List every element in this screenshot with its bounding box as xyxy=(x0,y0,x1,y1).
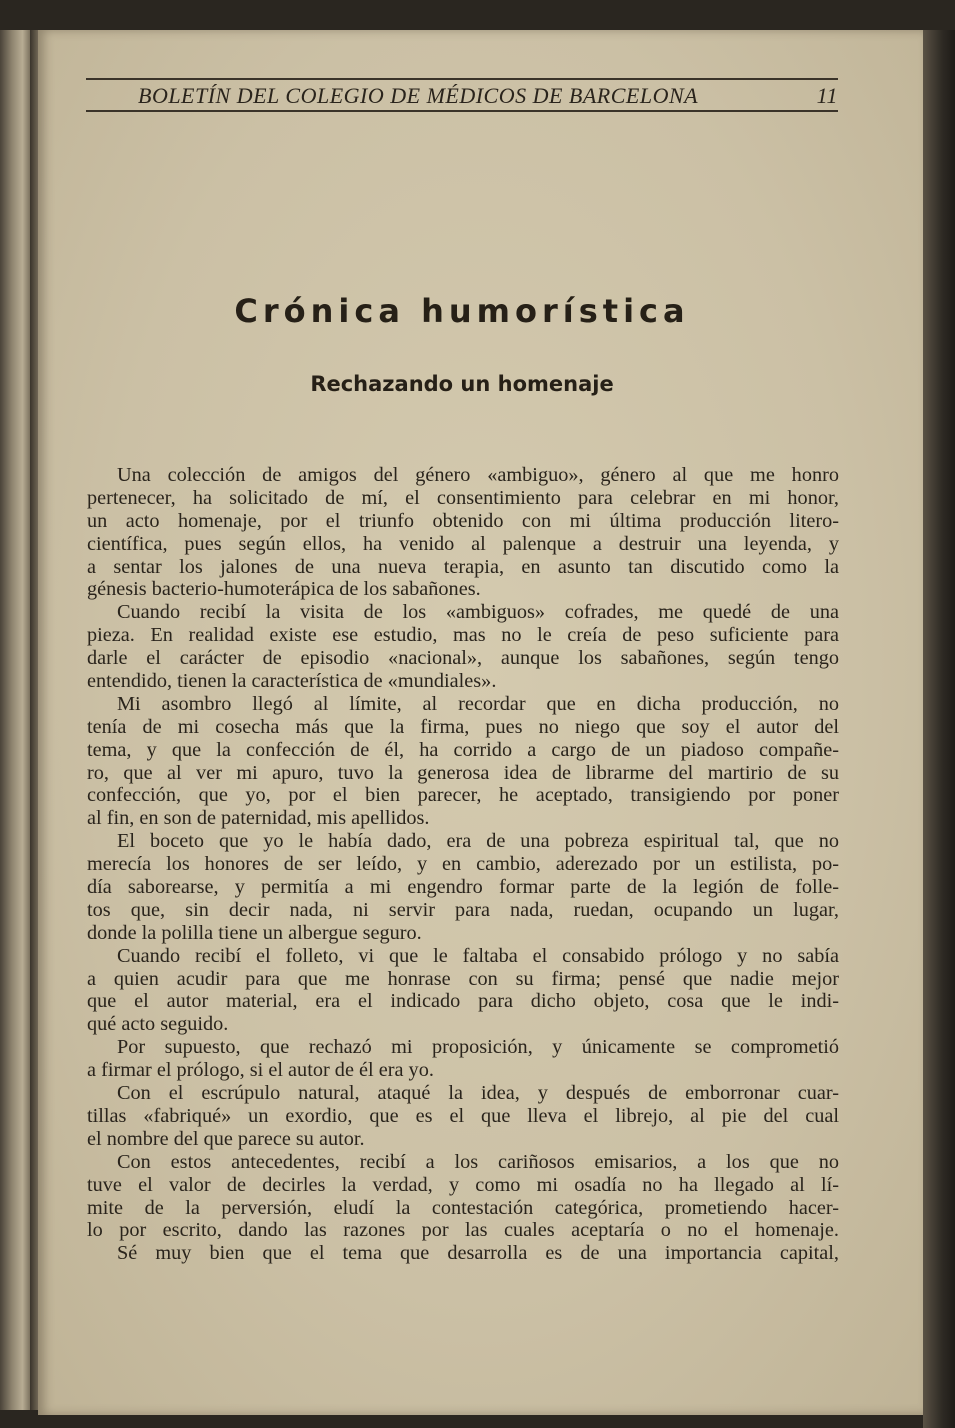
header-rule-bottom xyxy=(86,110,838,112)
body-line: Con el escrúpulo natural, ataqué la idea, y después de emborronar cuar- xyxy=(117,1082,839,1105)
body-line: científica, pues según ellos, ha venido al palenque a destruir una leyenda, y xyxy=(87,532,839,555)
body-line: tuve el valor de decirles la verdad, y como mi osadía no ha llegado al lí- xyxy=(87,1173,839,1196)
journal-title: BOLETÍN DEL COLEGIO DE MÉDICOS DE BARCELONA xyxy=(138,83,699,108)
body-line: mite de la perversión, eludí la contestación categórica, prometiendo hacer- xyxy=(87,1196,839,1219)
body-line: Sé muy bien que el tema que desarrolla es de una importancia capital, xyxy=(117,1242,839,1265)
body-line: a firmar el prólogo, si el autor de él era yo. xyxy=(87,1059,434,1082)
body-line: tillas «fabriqué» un exordio, que es el que lleva el librejo, al pie del cual xyxy=(87,1104,839,1127)
body-line: tenía de mi cosecha más que la firma, pues no niego que soy el autor del xyxy=(87,715,839,738)
article-body xyxy=(87,464,839,1265)
body-line: confección, que yo, por el bien parecer, he aceptado, transigiendo por poner xyxy=(87,784,839,807)
body-line: que el autor material, era el indicado para dicho objeto, cosa que le indi- xyxy=(87,990,839,1013)
body-line: a sentar los jalones de una nueva terapia, en asunto tan discutido como la xyxy=(87,555,839,578)
body-line: El boceto que yo le había dado, era de una pobreza espiritual tal, que no xyxy=(117,830,839,853)
body-line: pertenecer, ha solicitado de mí, el consentimiento para celebrar en mi honor, xyxy=(87,486,839,509)
body-line: qué acto seguido. xyxy=(87,1013,229,1036)
body-line: lo por escrito, dando las razones por las cuales aceptaría o no el homenaje. xyxy=(87,1219,839,1242)
article-subtitle: Rechazando un homenaje xyxy=(310,372,614,396)
book-gutter xyxy=(30,30,38,1410)
body-line: ro, que al ver mi apuro, tuvo la generosa idea de librarme del martirio de su xyxy=(87,761,839,784)
body-line: Cuando recibí el folleto, vi que le faltaba el consabido prólogo y no sabía xyxy=(117,944,839,967)
left-page-edge xyxy=(0,30,30,1410)
body-line: donde la polilla tiene un albergue seguro. xyxy=(87,921,422,944)
body-line: un acto homenaje, por el triunfo obtenido con mi última producción litero- xyxy=(87,509,839,532)
body-line: pieza. En realidad existe ese estudio, mas no le creía de peso suficiente para xyxy=(87,624,839,647)
body-line: Cuando recibí la visita de los «ambiguos» cofrades, me quedé de una xyxy=(117,601,839,624)
page-number: 11 xyxy=(816,83,838,108)
body-line: entendido, tienen la característica de «mundiales». xyxy=(87,670,497,693)
body-line: darle el carácter de episodio «nacional», aunque los sabañones, según tengo xyxy=(87,647,839,670)
right-page-edge xyxy=(923,30,955,1428)
body-line: tema, y que la confección de él, ha corrido a cargo de un piadoso compañe- xyxy=(87,738,839,761)
body-line: Mi asombro llegó al límite, al recordar que en dicha producción, no xyxy=(117,692,839,715)
body-line: día saborearse, y permitía a mi engendro formar parte de la legión de folle- xyxy=(87,876,839,899)
body-line: Una colección de amigos del género «ambiguo», género al que me honro xyxy=(117,464,839,486)
body-line: Con estos antecedentes, recibí a los cariñosos emisarios, a los que no xyxy=(117,1150,839,1173)
body-line: el nombre del que parece su autor. xyxy=(87,1127,365,1150)
article-title: Crónica humorística xyxy=(234,292,690,330)
body-line: merecía los honores de ser leído, y en cambio, aderezado por un estilista, po- xyxy=(87,853,839,876)
body-line: génesis bacterio-humoterápica de los sabañones. xyxy=(87,578,481,601)
body-line: tos que, sin decir nada, ni servir para nada, ruedan, ocupando un lugar, xyxy=(87,898,839,921)
body-line: a quien acudir para que me honrase con su firma; pensé que nadie mejor xyxy=(87,967,839,990)
running-header xyxy=(86,80,838,110)
body-line: Por supuesto, que rechazó mi proposición, y únicamente se comprometió xyxy=(117,1036,839,1059)
body-line: al fin, en son de paternidad, mis apellidos. xyxy=(87,807,430,830)
